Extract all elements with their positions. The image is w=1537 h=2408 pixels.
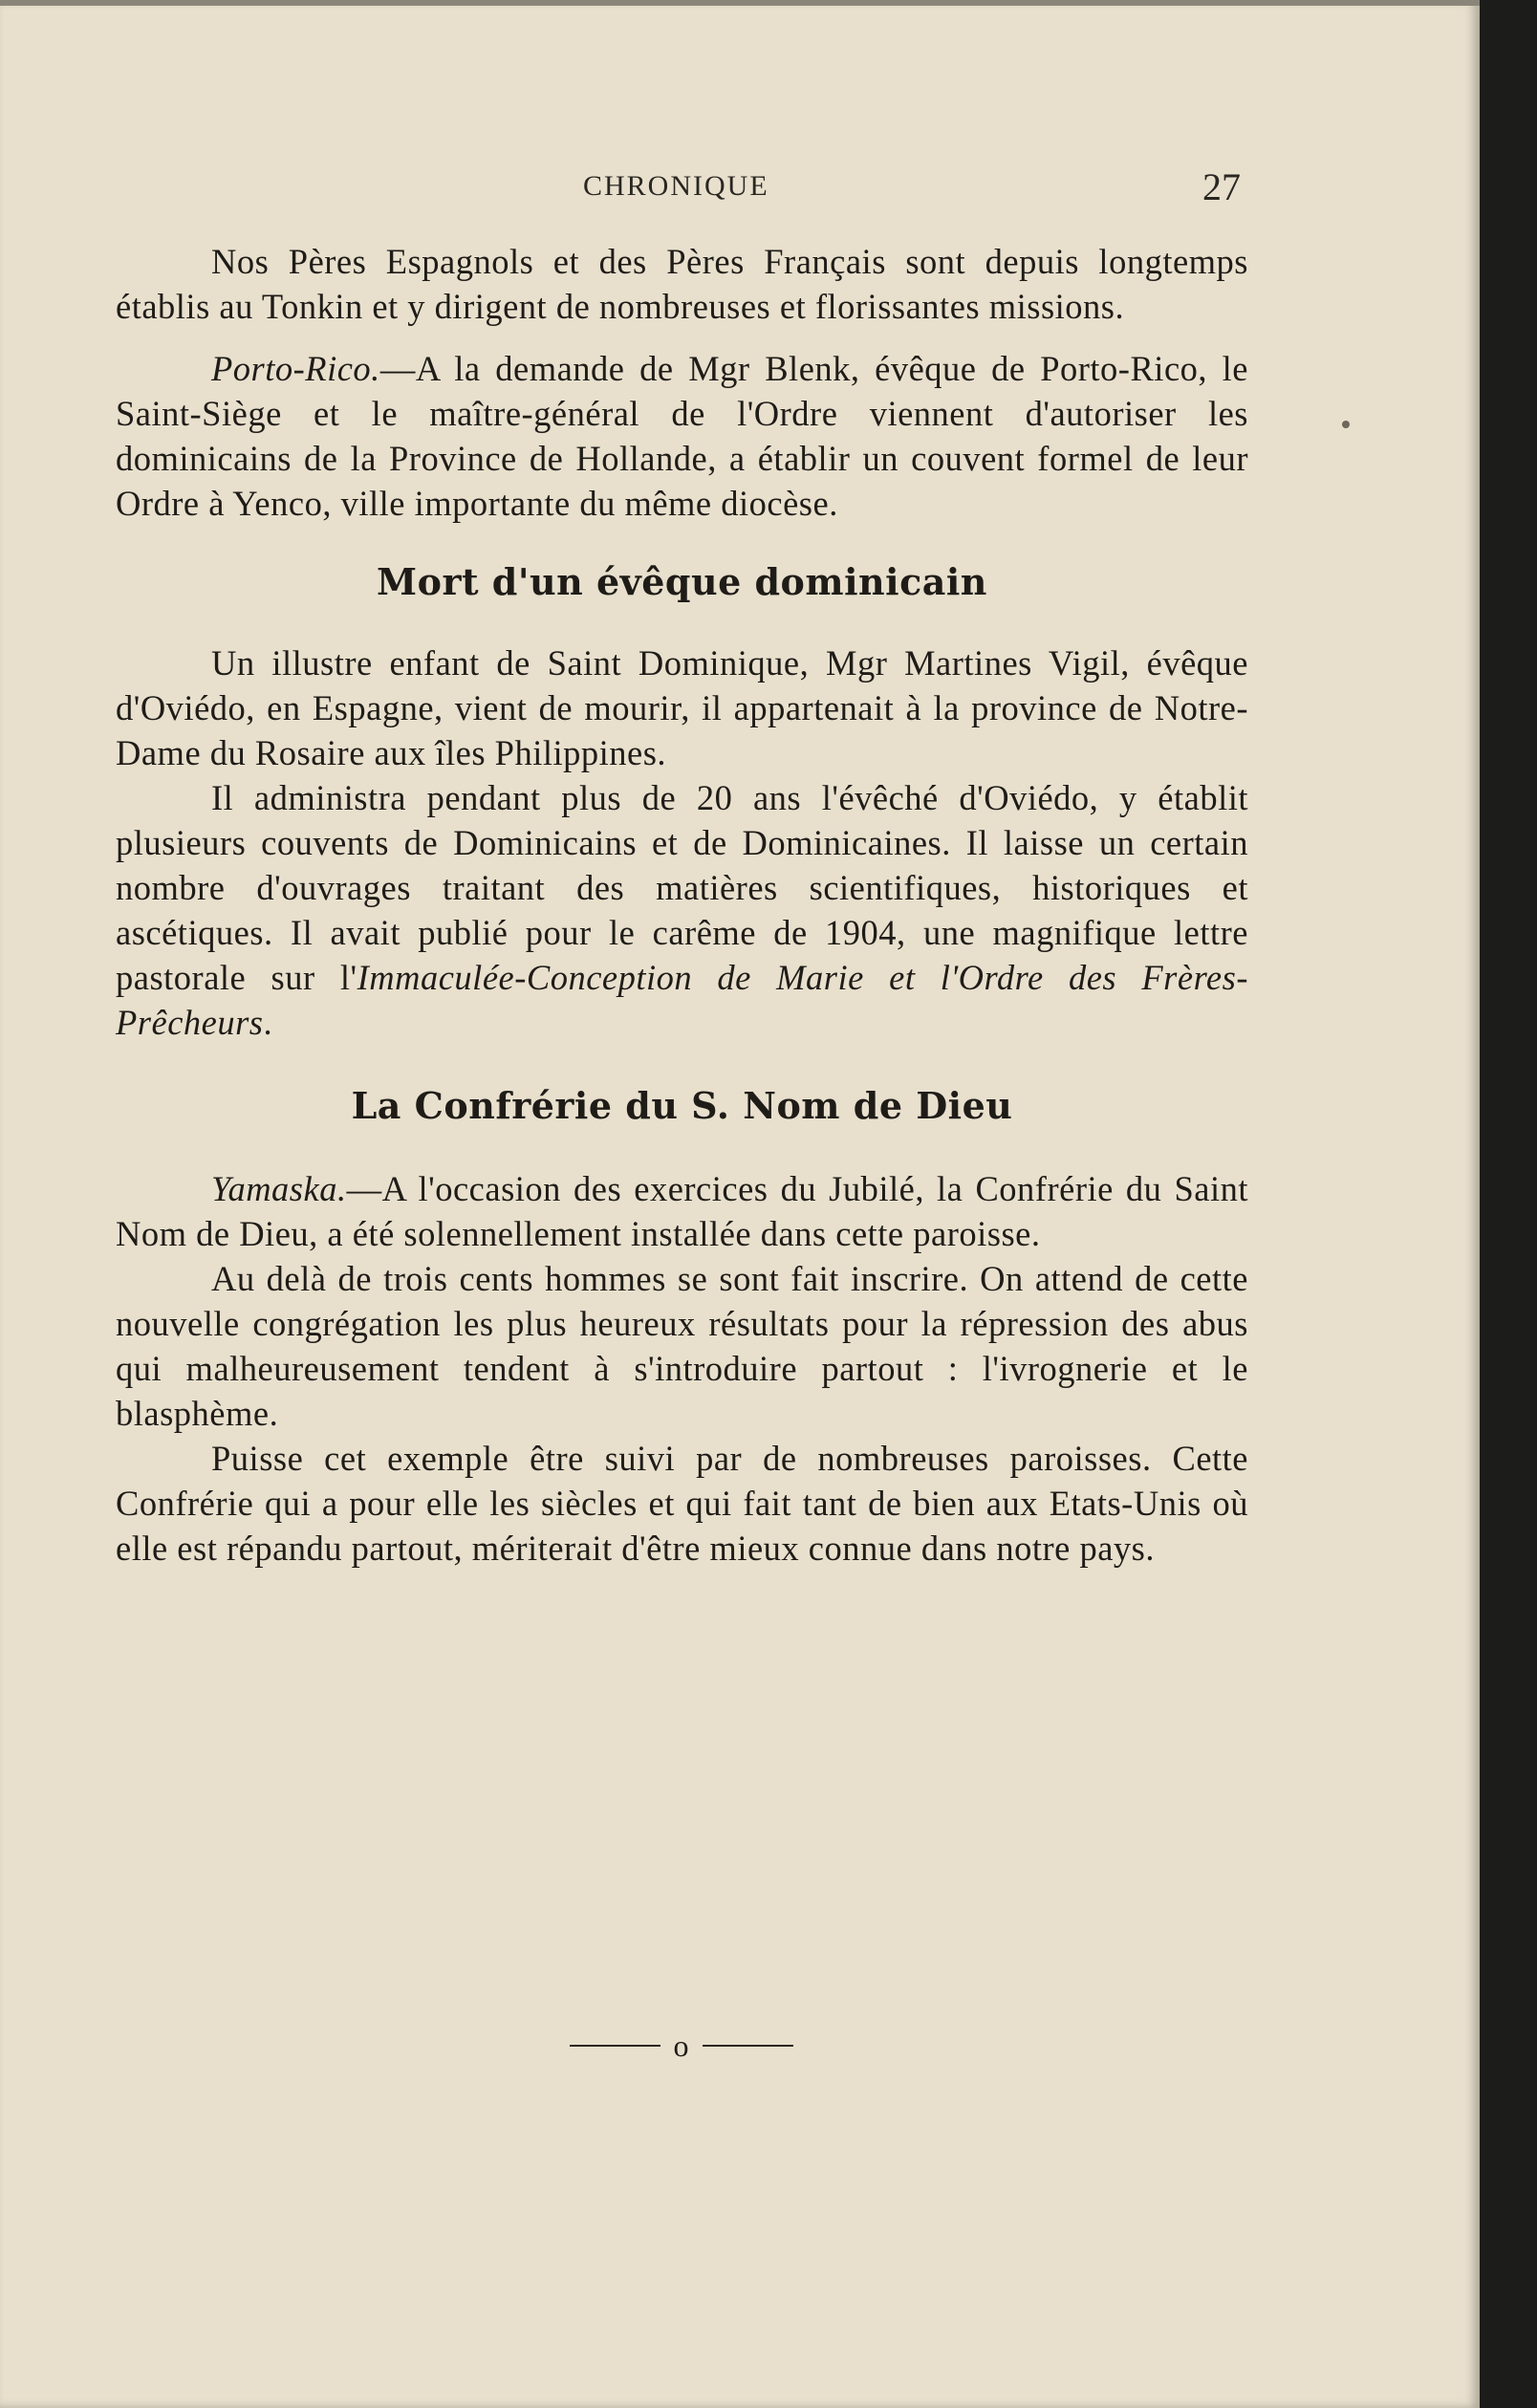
pastoral-letter-title: Immaculée-Conception de Marie et l'Ordre des Frères-Prêcheurs bbox=[116, 958, 1248, 1042]
place-name-porto-rico: Porto-Rico. bbox=[211, 349, 380, 388]
paragraph-yamaska bbox=[116, 1166, 1248, 1256]
paragraph-vigil-works-end: . bbox=[263, 1003, 273, 1042]
running-head: CHRONIQUE bbox=[583, 170, 769, 202]
paragraph-missions: Nos Pères Espagnols et des Pères Français sont depuis longtemps établis au Tonkin et y dirigent de nombreuses et florissantes missions. bbox=[116, 242, 1248, 326]
page-body bbox=[116, 239, 1248, 1571]
paragraph-vigil-death: Un illustre enfant de Saint Dominique, Mgr Martines Vigil, évêque d'Oviédo, en Espagne, vient de mourir, il appartenait à la province de Notre-Dame du Rosaire aux îles Philippines. bbox=[116, 643, 1248, 772]
paragraph-vigil-works bbox=[116, 775, 1248, 1045]
section-heading-confrerie: La Confrérie du S. Nom de Dieu bbox=[351, 1084, 1013, 1127]
section-end-ornament bbox=[564, 2028, 798, 2063]
paragraph-yamaska-text: —A l'occasion des exercices du Jubilé, la Confrérie du Saint Nom de Dieu, a été solennellement installée dans cette paroisse. bbox=[116, 1169, 1248, 1253]
ornament-line-right bbox=[703, 2045, 793, 2047]
section-heading-mort: Mort d'un évêque dominicain bbox=[377, 560, 987, 603]
paragraph-exhortation: Puisse cet exemple être suivi par de nombreuses paroisses. Cette Confrérie qui a pour elle les siècles et qui fait tant de bien aux Etats-Unis où elle est répandu partout, mériterait d'être mieux connue dans notre pays. bbox=[116, 1439, 1248, 1568]
ink-spot bbox=[1342, 421, 1350, 428]
paragraph-vigil-works-text: Il administra pendant plus de 20 ans l'évêché d'Oviédo, y établit plusieurs couvents de Dominicains et de Dominicaines. Il laisse un certain nombre d'ouvrages traitant des matières scientifiques, historiques et ascétiques. Il avait publié pour le carême de 1904, une magnifique lettre pastorale sur l' bbox=[116, 778, 1248, 997]
place-name-yamaska: Yamaska. bbox=[211, 1169, 347, 1208]
page-top-edge bbox=[0, 0, 1480, 6]
page-number: 27 bbox=[1202, 165, 1241, 208]
page-header bbox=[0, 165, 1480, 208]
paragraph-porto-rico bbox=[116, 346, 1248, 526]
paragraph-porto-rico-text: —A la demande de Mgr Blenk, évêque de Porto-Rico, le Saint-Siège et le maître-général de l'Ordre viennent d'autoriser les dominicains de la Province de Hollande, a établir un couvent formel de leur Ordre à Yenco, ville importante du même diocèse. bbox=[116, 349, 1248, 523]
paragraph-members: Au delà de trois cents hommes se sont fait inscrire. On attend de cette nouvelle congrégation les plus heureux résultats pour la répression des abus qui malheureusement tendent à s'introduire partout : l'ivrognerie et le blasphème. bbox=[116, 1259, 1248, 1433]
ornament-circle: o bbox=[673, 2028, 689, 2063]
ornament-line-left bbox=[570, 2045, 660, 2047]
